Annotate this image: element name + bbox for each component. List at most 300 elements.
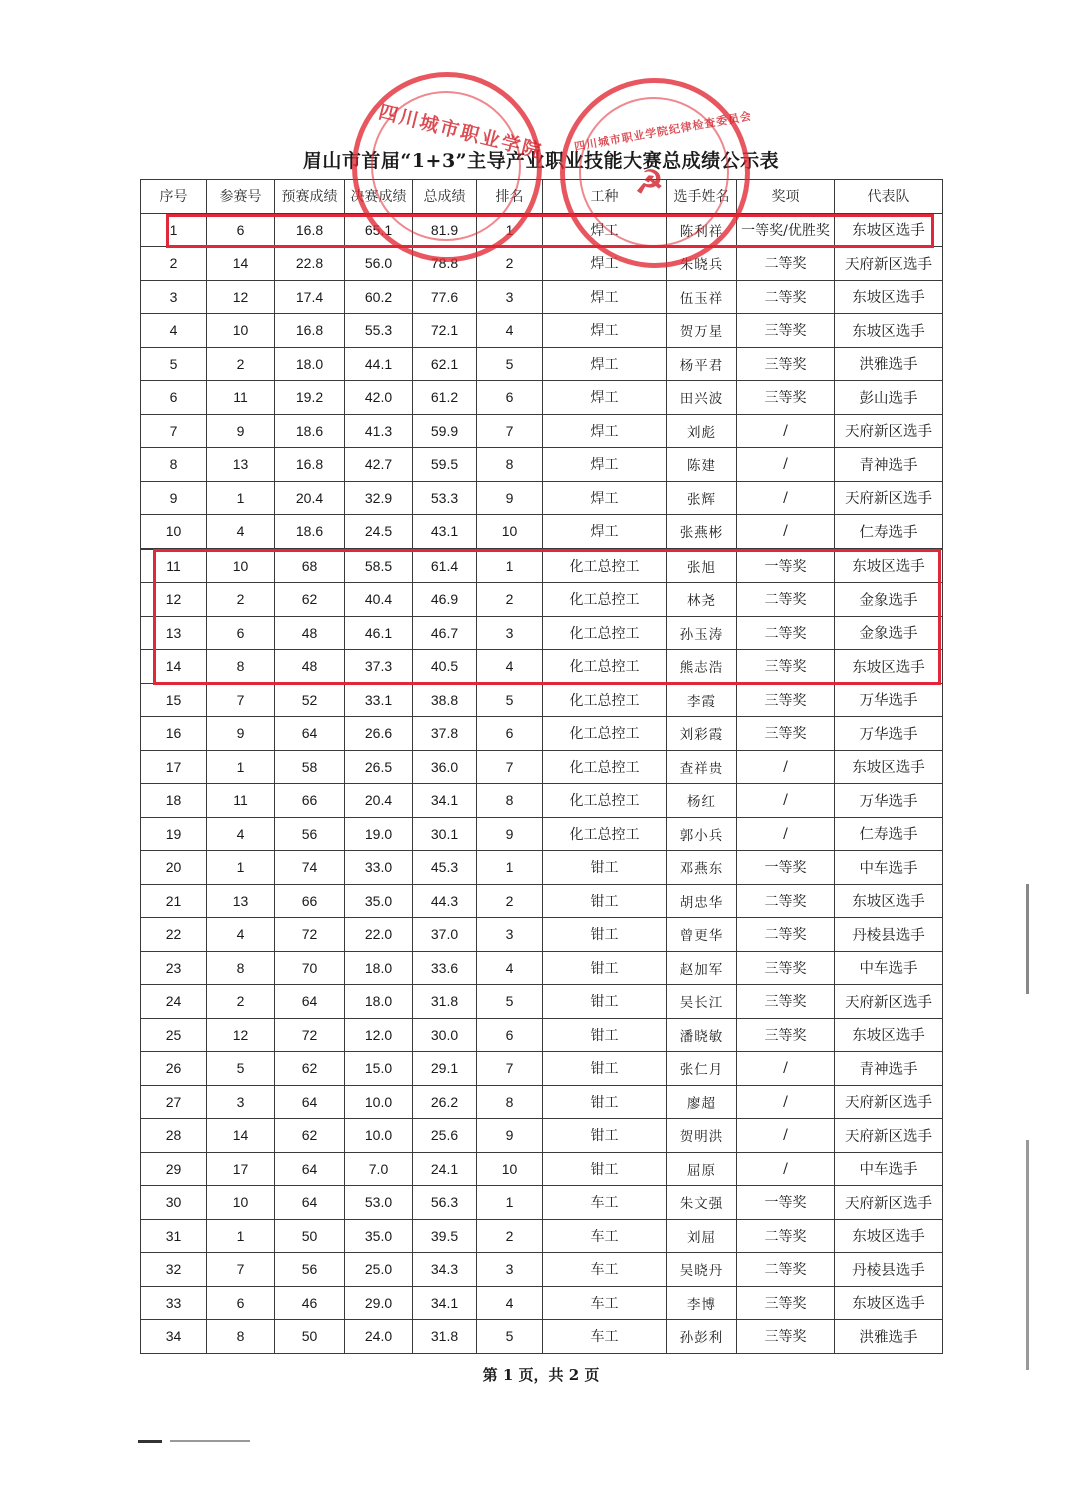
header-rank: 排名 bbox=[477, 180, 543, 214]
cell-entry-no: 7 bbox=[207, 683, 275, 717]
cell-total-score: 53.3 bbox=[413, 481, 477, 515]
cell-award: 二等奖 bbox=[737, 1253, 835, 1287]
cell-trade: 焊工 bbox=[543, 515, 667, 549]
cell-contestant-name: 刘彪 bbox=[667, 414, 737, 448]
cell-team: 仁寿选手 bbox=[835, 515, 943, 549]
table-row bbox=[141, 583, 943, 617]
cell-award: / bbox=[737, 784, 835, 818]
cell-seq: 34 bbox=[141, 1320, 207, 1354]
table-row bbox=[141, 884, 943, 918]
table-row bbox=[141, 717, 943, 751]
table-row bbox=[141, 1219, 943, 1253]
cell-team: 天府新区选手 bbox=[835, 1085, 943, 1119]
cell-trade: 化工总控工 bbox=[543, 683, 667, 717]
cell-final-score: 20.4 bbox=[345, 784, 413, 818]
cell-entry-no: 8 bbox=[207, 650, 275, 684]
cell-rank: 8 bbox=[477, 784, 543, 818]
cell-contestant-name: 曾更华 bbox=[667, 918, 737, 952]
cell-final-score: 10.0 bbox=[345, 1119, 413, 1153]
cell-award: 二等奖 bbox=[737, 280, 835, 314]
cell-seq: 10 bbox=[141, 515, 207, 549]
cell-contestant-name: 郭小兵 bbox=[667, 817, 737, 851]
cell-team: 东坡区选手 bbox=[835, 549, 943, 583]
cell-contestant-name: 潘晓敏 bbox=[667, 1018, 737, 1052]
cell-rank: 1 bbox=[477, 213, 543, 247]
cell-total-score: 29.1 bbox=[413, 1052, 477, 1086]
cell-final-score: 10.0 bbox=[345, 1085, 413, 1119]
cell-seq: 23 bbox=[141, 951, 207, 985]
cell-contestant-name: 伍玉祥 bbox=[667, 280, 737, 314]
cell-seq: 3 bbox=[141, 280, 207, 314]
cell-award: 一等奖 bbox=[737, 549, 835, 583]
cell-rank: 1 bbox=[477, 851, 543, 885]
cell-entry-no: 12 bbox=[207, 280, 275, 314]
cell-trade: 化工总控工 bbox=[543, 650, 667, 684]
cell-entry-no: 13 bbox=[207, 448, 275, 482]
cell-entry-no: 1 bbox=[207, 1219, 275, 1253]
cell-seq: 22 bbox=[141, 918, 207, 952]
cell-contestant-name: 熊志浩 bbox=[667, 650, 737, 684]
cell-team: 金象选手 bbox=[835, 583, 943, 617]
cell-rank: 8 bbox=[477, 448, 543, 482]
cell-seq: 2 bbox=[141, 247, 207, 281]
cell-total-score: 72.1 bbox=[413, 314, 477, 348]
cell-award: / bbox=[737, 414, 835, 448]
table-row bbox=[141, 918, 943, 952]
cell-seq: 11 bbox=[141, 549, 207, 583]
cell-trade: 焊工 bbox=[543, 280, 667, 314]
document-title: 眉山市首届“1+3”主导产业职业技能大赛总成绩公示表 bbox=[302, 150, 780, 172]
cell-prelim-score: 64 bbox=[275, 717, 345, 751]
cell-seq: 1 bbox=[141, 213, 207, 247]
table-row bbox=[141, 247, 943, 281]
cell-contestant-name: 林尧 bbox=[667, 583, 737, 617]
cell-contestant-name: 孙彭利 bbox=[667, 1320, 737, 1354]
cell-contestant-name: 吴晓丹 bbox=[667, 1253, 737, 1287]
results-table-container bbox=[140, 179, 942, 1354]
cell-final-score: 7.0 bbox=[345, 1152, 413, 1186]
cell-contestant-name: 田兴波 bbox=[667, 381, 737, 415]
cell-contestant-name: 廖超 bbox=[667, 1085, 737, 1119]
cell-entry-no: 10 bbox=[207, 314, 275, 348]
cell-seq: 24 bbox=[141, 985, 207, 1019]
cell-team: 彭山选手 bbox=[835, 381, 943, 415]
cell-final-score: 42.7 bbox=[345, 448, 413, 482]
cell-entry-no: 4 bbox=[207, 817, 275, 851]
cell-final-score: 55.3 bbox=[345, 314, 413, 348]
cell-prelim-score: 72 bbox=[275, 1018, 345, 1052]
cell-prelim-score: 52 bbox=[275, 683, 345, 717]
cell-prelim-score: 19.2 bbox=[275, 381, 345, 415]
cell-contestant-name: 张燕彬 bbox=[667, 515, 737, 549]
cell-rank: 6 bbox=[477, 717, 543, 751]
cell-final-score: 65.1 bbox=[345, 213, 413, 247]
cell-seq: 14 bbox=[141, 650, 207, 684]
table-header-row bbox=[141, 180, 943, 214]
scan-artifact bbox=[1026, 1140, 1029, 1370]
cell-prelim-score: 64 bbox=[275, 1152, 345, 1186]
cell-final-score: 37.3 bbox=[345, 650, 413, 684]
cell-entry-no: 17 bbox=[207, 1152, 275, 1186]
cell-trade: 化工总控工 bbox=[543, 717, 667, 751]
cell-final-score: 42.0 bbox=[345, 381, 413, 415]
cell-prelim-score: 17.4 bbox=[275, 280, 345, 314]
cell-total-score: 31.8 bbox=[413, 1320, 477, 1354]
cell-award: 一等奖 bbox=[737, 1186, 835, 1220]
cell-total-score: 61.2 bbox=[413, 381, 477, 415]
cell-seq: 9 bbox=[141, 481, 207, 515]
cell-seq: 27 bbox=[141, 1085, 207, 1119]
cell-contestant-name: 杨红 bbox=[667, 784, 737, 818]
cell-contestant-name: 刘彩霞 bbox=[667, 717, 737, 751]
cell-team: 东坡区选手 bbox=[835, 884, 943, 918]
cell-final-score: 25.0 bbox=[345, 1253, 413, 1287]
cell-contestant-name: 张仁月 bbox=[667, 1052, 737, 1086]
cell-award: / bbox=[737, 1152, 835, 1186]
table-row bbox=[141, 1119, 943, 1153]
table-row bbox=[141, 1052, 943, 1086]
cell-team: 中车选手 bbox=[835, 951, 943, 985]
cell-rank: 7 bbox=[477, 414, 543, 448]
cell-team: 天府新区选手 bbox=[835, 414, 943, 448]
cell-seq: 16 bbox=[141, 717, 207, 751]
table-row bbox=[141, 515, 943, 549]
cell-contestant-name: 查祥贵 bbox=[667, 750, 737, 784]
cell-prelim-score: 18.6 bbox=[275, 414, 345, 448]
cell-seq: 31 bbox=[141, 1219, 207, 1253]
cell-trade: 钳工 bbox=[543, 1152, 667, 1186]
cell-team: 东坡区选手 bbox=[835, 213, 943, 247]
cell-trade: 钳工 bbox=[543, 1085, 667, 1119]
cell-final-score: 40.4 bbox=[345, 583, 413, 617]
table-row bbox=[141, 381, 943, 415]
cell-team: 万华选手 bbox=[835, 717, 943, 751]
cell-award: / bbox=[737, 481, 835, 515]
cell-contestant-name: 孙玉涛 bbox=[667, 616, 737, 650]
cell-rank: 1 bbox=[477, 1186, 543, 1220]
cell-rank: 1 bbox=[477, 549, 543, 583]
cell-entry-no: 10 bbox=[207, 1186, 275, 1220]
cell-rank: 7 bbox=[477, 750, 543, 784]
cell-seq: 5 bbox=[141, 347, 207, 381]
cell-total-score: 36.0 bbox=[413, 750, 477, 784]
cell-entry-no: 2 bbox=[207, 583, 275, 617]
cell-total-score: 44.3 bbox=[413, 884, 477, 918]
page-footer: 第 1 页，共 2 页 bbox=[482, 1366, 600, 1384]
cell-team: 青神选手 bbox=[835, 1052, 943, 1086]
cell-prelim-score: 62 bbox=[275, 583, 345, 617]
cell-rank: 5 bbox=[477, 683, 543, 717]
cell-total-score: 39.5 bbox=[413, 1219, 477, 1253]
cell-trade: 钳工 bbox=[543, 951, 667, 985]
cell-entry-no: 9 bbox=[207, 414, 275, 448]
left-seal-text: 四川城市职业学院 bbox=[376, 100, 545, 163]
cell-rank: 2 bbox=[477, 583, 543, 617]
cell-total-score: 25.6 bbox=[413, 1119, 477, 1153]
cell-award: 三等奖 bbox=[737, 1320, 835, 1354]
cell-award: 三等奖 bbox=[737, 381, 835, 415]
cell-entry-no: 8 bbox=[207, 951, 275, 985]
cell-award: 三等奖 bbox=[737, 650, 835, 684]
cell-award: / bbox=[737, 448, 835, 482]
cell-trade: 车工 bbox=[543, 1219, 667, 1253]
cell-team: 洪雅选手 bbox=[835, 347, 943, 381]
cell-total-score: 37.0 bbox=[413, 918, 477, 952]
table-row bbox=[141, 616, 943, 650]
cell-total-score: 34.1 bbox=[413, 784, 477, 818]
cell-trade: 焊工 bbox=[543, 314, 667, 348]
cell-final-score: 35.0 bbox=[345, 1219, 413, 1253]
cell-entry-no: 4 bbox=[207, 515, 275, 549]
cell-entry-no: 1 bbox=[207, 750, 275, 784]
cell-prelim-score: 46 bbox=[275, 1286, 345, 1320]
cell-total-score: 56.3 bbox=[413, 1186, 477, 1220]
cell-prelim-score: 64 bbox=[275, 1186, 345, 1220]
cell-final-score: 22.0 bbox=[345, 918, 413, 952]
cell-total-score: 34.1 bbox=[413, 1286, 477, 1320]
cell-award: 三等奖 bbox=[737, 683, 835, 717]
cell-contestant-name: 刘屈 bbox=[667, 1219, 737, 1253]
cell-award: / bbox=[737, 817, 835, 851]
cell-prelim-score: 48 bbox=[275, 650, 345, 684]
header-trade: 工种 bbox=[543, 180, 667, 214]
cell-rank: 4 bbox=[477, 1286, 543, 1320]
cell-rank: 4 bbox=[477, 951, 543, 985]
cell-trade: 焊工 bbox=[543, 347, 667, 381]
cell-rank: 2 bbox=[477, 247, 543, 281]
cell-final-score: 19.0 bbox=[345, 817, 413, 851]
cell-trade: 化工总控工 bbox=[543, 583, 667, 617]
cell-rank: 10 bbox=[477, 515, 543, 549]
cell-team: 天府新区选手 bbox=[835, 1186, 943, 1220]
header-contestant-name: 选手姓名 bbox=[667, 180, 737, 214]
cell-award: / bbox=[737, 515, 835, 549]
cell-entry-no: 11 bbox=[207, 784, 275, 818]
cell-total-score: 30.0 bbox=[413, 1018, 477, 1052]
cell-team: 东坡区选手 bbox=[835, 314, 943, 348]
cell-prelim-score: 64 bbox=[275, 1085, 345, 1119]
cell-contestant-name: 屈原 bbox=[667, 1152, 737, 1186]
cell-seq: 4 bbox=[141, 314, 207, 348]
cell-rank: 3 bbox=[477, 918, 543, 952]
cell-entry-no: 4 bbox=[207, 918, 275, 952]
cell-trade: 化工总控工 bbox=[543, 817, 667, 851]
cell-total-score: 45.3 bbox=[413, 851, 477, 885]
cell-contestant-name: 李霞 bbox=[667, 683, 737, 717]
cell-rank: 5 bbox=[477, 985, 543, 1019]
cell-contestant-name: 杨平君 bbox=[667, 347, 737, 381]
cell-total-score: 24.1 bbox=[413, 1152, 477, 1186]
cell-final-score: 56.0 bbox=[345, 247, 413, 281]
cell-total-score: 59.5 bbox=[413, 448, 477, 482]
cell-contestant-name: 邓燕东 bbox=[667, 851, 737, 885]
table-row bbox=[141, 851, 943, 885]
cell-rank: 10 bbox=[477, 1152, 543, 1186]
cell-final-score: 15.0 bbox=[345, 1052, 413, 1086]
cell-trade: 车工 bbox=[543, 1320, 667, 1354]
cell-award: / bbox=[737, 1119, 835, 1153]
cell-contestant-name: 赵加军 bbox=[667, 951, 737, 985]
cell-final-score: 26.5 bbox=[345, 750, 413, 784]
cell-entry-no: 2 bbox=[207, 985, 275, 1019]
cell-team: 万华选手 bbox=[835, 784, 943, 818]
cell-rank: 4 bbox=[477, 650, 543, 684]
table-row bbox=[141, 985, 943, 1019]
table-row bbox=[141, 784, 943, 818]
cell-seq: 30 bbox=[141, 1186, 207, 1220]
cell-trade: 钳工 bbox=[543, 985, 667, 1019]
scan-artifact bbox=[138, 1440, 162, 1443]
cell-rank: 3 bbox=[477, 280, 543, 314]
cell-rank: 3 bbox=[477, 1253, 543, 1287]
cell-total-score: 34.3 bbox=[413, 1253, 477, 1287]
cell-rank: 3 bbox=[477, 616, 543, 650]
cell-total-score: 46.9 bbox=[413, 583, 477, 617]
cell-total-score: 33.6 bbox=[413, 951, 477, 985]
cell-seq: 8 bbox=[141, 448, 207, 482]
cell-final-score: 41.3 bbox=[345, 414, 413, 448]
cell-entry-no: 13 bbox=[207, 884, 275, 918]
cell-total-score: 61.4 bbox=[413, 549, 477, 583]
cell-trade: 化工总控工 bbox=[543, 750, 667, 784]
cell-final-score: 29.0 bbox=[345, 1286, 413, 1320]
table-row bbox=[141, 817, 943, 851]
header-final-score: 决赛成绩 bbox=[345, 180, 413, 214]
cell-prelim-score: 72 bbox=[275, 918, 345, 952]
cell-seq: 6 bbox=[141, 381, 207, 415]
cell-final-score: 46.1 bbox=[345, 616, 413, 650]
cell-entry-no: 14 bbox=[207, 247, 275, 281]
cell-contestant-name: 胡忠华 bbox=[667, 884, 737, 918]
table-row bbox=[141, 650, 943, 684]
cell-entry-no: 6 bbox=[207, 616, 275, 650]
header-award: 奖项 bbox=[737, 180, 835, 214]
cell-award: 三等奖 bbox=[737, 347, 835, 381]
cell-final-score: 24.5 bbox=[345, 515, 413, 549]
cell-seq: 21 bbox=[141, 884, 207, 918]
table-row bbox=[141, 683, 943, 717]
cell-entry-no: 3 bbox=[207, 1085, 275, 1119]
cell-entry-no: 10 bbox=[207, 549, 275, 583]
cell-contestant-name: 张旭 bbox=[667, 549, 737, 583]
table-row bbox=[141, 1253, 943, 1287]
cell-seq: 26 bbox=[141, 1052, 207, 1086]
cell-trade: 焊工 bbox=[543, 448, 667, 482]
cell-prelim-score: 56 bbox=[275, 817, 345, 851]
cell-entry-no: 1 bbox=[207, 481, 275, 515]
cell-seq: 13 bbox=[141, 616, 207, 650]
cell-rank: 9 bbox=[477, 481, 543, 515]
table-row bbox=[141, 1085, 943, 1119]
cell-award: 二等奖 bbox=[737, 1219, 835, 1253]
cell-award: 二等奖 bbox=[737, 918, 835, 952]
cell-seq: 18 bbox=[141, 784, 207, 818]
cell-contestant-name: 朱晓兵 bbox=[667, 247, 737, 281]
cell-trade: 化工总控工 bbox=[543, 549, 667, 583]
cell-trade: 焊工 bbox=[543, 247, 667, 281]
cell-total-score: 77.6 bbox=[413, 280, 477, 314]
cell-contestant-name: 张辉 bbox=[667, 481, 737, 515]
cell-team: 天府新区选手 bbox=[835, 247, 943, 281]
cell-total-score: 62.1 bbox=[413, 347, 477, 381]
cell-entry-no: 5 bbox=[207, 1052, 275, 1086]
cell-seq: 7 bbox=[141, 414, 207, 448]
cell-trade: 车工 bbox=[543, 1286, 667, 1320]
cell-team: 仁寿选手 bbox=[835, 817, 943, 851]
table-row bbox=[141, 1018, 943, 1052]
cell-final-score: 32.9 bbox=[345, 481, 413, 515]
cell-trade: 钳工 bbox=[543, 1018, 667, 1052]
cell-team: 天府新区选手 bbox=[835, 481, 943, 515]
cell-rank: 6 bbox=[477, 1018, 543, 1052]
cell-entry-no: 6 bbox=[207, 1286, 275, 1320]
cell-team: 天府新区选手 bbox=[835, 985, 943, 1019]
cell-team: 中车选手 bbox=[835, 851, 943, 885]
cell-prelim-score: 18.0 bbox=[275, 347, 345, 381]
cell-final-score: 12.0 bbox=[345, 1018, 413, 1052]
cell-award: 三等奖 bbox=[737, 1286, 835, 1320]
cell-prelim-score: 16.8 bbox=[275, 448, 345, 482]
cell-trade: 化工总控工 bbox=[543, 616, 667, 650]
cell-award: 三等奖 bbox=[737, 985, 835, 1019]
cell-trade: 焊工 bbox=[543, 481, 667, 515]
table-row bbox=[141, 549, 943, 583]
cell-rank: 5 bbox=[477, 1320, 543, 1354]
cell-trade: 车工 bbox=[543, 1186, 667, 1220]
header-seq: 序号 bbox=[141, 180, 207, 214]
cell-trade: 钳工 bbox=[543, 851, 667, 885]
cell-total-score: 26.2 bbox=[413, 1085, 477, 1119]
cell-team: 洪雅选手 bbox=[835, 1320, 943, 1354]
cell-prelim-score: 48 bbox=[275, 616, 345, 650]
cell-seq: 17 bbox=[141, 750, 207, 784]
cell-trade: 焊工 bbox=[543, 414, 667, 448]
cell-total-score: 37.8 bbox=[413, 717, 477, 751]
cell-entry-no: 14 bbox=[207, 1119, 275, 1153]
cell-rank: 5 bbox=[477, 347, 543, 381]
cell-team: 天府新区选手 bbox=[835, 1119, 943, 1153]
cell-award: 二等奖 bbox=[737, 247, 835, 281]
cell-rank: 7 bbox=[477, 1052, 543, 1086]
scan-artifact bbox=[1026, 884, 1029, 994]
cell-seq: 20 bbox=[141, 851, 207, 885]
right-seal-text: 四川城市职业学院纪律检查委员会 bbox=[573, 109, 753, 154]
results-table bbox=[140, 179, 943, 1354]
cell-seq: 25 bbox=[141, 1018, 207, 1052]
cell-entry-no: 11 bbox=[207, 381, 275, 415]
cell-award: / bbox=[737, 1085, 835, 1119]
table-row bbox=[141, 951, 943, 985]
cell-prelim-score: 20.4 bbox=[275, 481, 345, 515]
cell-total-score: 81.9 bbox=[413, 213, 477, 247]
cell-total-score: 31.8 bbox=[413, 985, 477, 1019]
cell-trade: 钳工 bbox=[543, 1119, 667, 1153]
cell-trade: 焊工 bbox=[543, 381, 667, 415]
table-row bbox=[141, 314, 943, 348]
cell-prelim-score: 18.6 bbox=[275, 515, 345, 549]
cell-contestant-name: 贺明洪 bbox=[667, 1119, 737, 1153]
table-row bbox=[141, 347, 943, 381]
cell-final-score: 53.0 bbox=[345, 1186, 413, 1220]
cell-rank: 2 bbox=[477, 884, 543, 918]
cell-award: 三等奖 bbox=[737, 951, 835, 985]
cell-entry-no: 2 bbox=[207, 347, 275, 381]
cell-prelim-score: 68 bbox=[275, 549, 345, 583]
cell-award: 一等奖/优胜奖 bbox=[737, 213, 835, 247]
scan-artifact bbox=[170, 1440, 250, 1442]
cell-prelim-score: 62 bbox=[275, 1052, 345, 1086]
header-entry-no: 参赛号 bbox=[207, 180, 275, 214]
